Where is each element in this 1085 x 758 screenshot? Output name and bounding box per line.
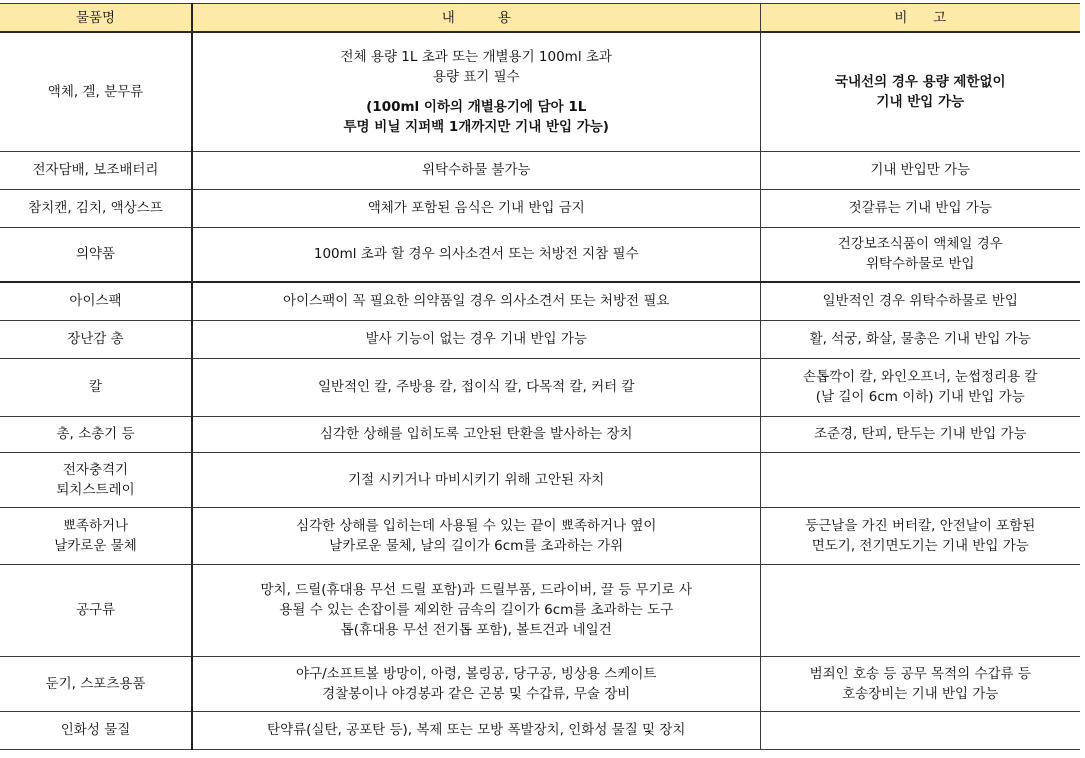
header-content: [192, 4, 760, 33]
item-cell: [0, 416, 192, 452]
item-cell: [0, 189, 192, 227]
item-cell: [0, 227, 192, 282]
table-row: [0, 151, 1080, 189]
text-line: 총, 소총기 등: [56, 426, 135, 442]
content-cell: [192, 189, 760, 227]
table-row: [0, 358, 1080, 416]
note-cell: [760, 564, 1080, 656]
note-cell: [760, 416, 1080, 452]
text-line: 공구류: [75, 602, 116, 618]
content-cell: [192, 282, 760, 320]
text-line: 퇴치스트레이: [56, 481, 135, 498]
item-cell: [0, 282, 192, 320]
text-line: 면도기, 전기면도기는 기내 반입 가능: [811, 537, 1029, 554]
text-line: 아이스팩이 꼭 필요한 의약품일 경우 의사소견서 또는 처방전 필요: [283, 293, 670, 310]
item-cell: [0, 32, 192, 151]
content-cell: [192, 320, 760, 358]
text-line: 용될 수 있는 손잡이를 제외한 금속의 길이가 6cm를 초과하는 도구: [279, 602, 674, 618]
header-item: 물품명: [0, 4, 192, 33]
content-cell: [192, 32, 760, 151]
text-line: 기내 반입만 가능: [870, 162, 971, 178]
text-line: 용량 표기 필수: [432, 68, 520, 85]
note-cell: [760, 189, 1080, 227]
content-cell: [192, 507, 760, 564]
text-line: (100ml 이하의 개별용기에 담아 1L: [366, 98, 587, 115]
content-cell: [192, 358, 760, 416]
text-line: 젓갈류는 기내 반입 가능: [848, 200, 992, 216]
carry-on-rules-table: [0, 3, 1080, 750]
item-cell: [0, 656, 192, 711]
header-row: [0, 4, 1080, 33]
text-line: 심각한 상해를 입히는데 사용될 수 있는 끝이 뾰족하거나 옆이: [296, 517, 657, 534]
text-line: (날 길이 6cm 이하) 기내 반입 가능: [815, 389, 1025, 405]
text-line: 투명 비닐 지퍼백 1개까지만 기내 반입 가능): [343, 118, 609, 135]
item-cell: [0, 507, 192, 564]
text-line: 둔기, 스포츠용품: [45, 675, 146, 692]
text-line: 장난감 총: [67, 331, 124, 347]
text-line: 조준경, 탄피, 탄두는 기내 반입 가능: [813, 426, 1027, 442]
text-line: 의약품: [75, 246, 116, 263]
header-content-label: 내 용: [441, 9, 511, 26]
text-line: 액체가 포함된 음식은 기내 반입 금지: [367, 200, 585, 216]
text-line: 기절 시키거나 마비시키기 위해 고안된 자치: [348, 471, 605, 488]
text-line: 호송장비는 기내 반입 가능: [842, 685, 999, 702]
item-cell: [0, 358, 192, 416]
content-cell: [192, 452, 760, 507]
table-row: [0, 711, 1080, 749]
table-row: [0, 656, 1080, 711]
text-line: 인화성 물질: [60, 722, 131, 738]
content-cell: [192, 564, 760, 656]
text-line: 위탁수하물로 반입: [865, 256, 975, 273]
table-row: [0, 452, 1080, 507]
item-cell: [0, 452, 192, 507]
text-line: 칼: [88, 379, 103, 395]
table-row: [0, 189, 1080, 227]
text-line: 날카로운 물체, 날의 길이가 6cm를 초과하는 가위: [329, 537, 624, 554]
text-line: 위탁수하물 불가능: [421, 162, 531, 178]
text-line: 망치, 드릴(휴대용 무선 드릴 포함)과 드릴부품, 드라이버, 끌 등 무기로 사: [260, 582, 692, 598]
note-cell: [760, 320, 1080, 358]
note-cell: [760, 151, 1080, 189]
content-cell: [192, 151, 760, 189]
text-line: 일반적인 경우 위탁수하물로 반입: [822, 293, 1018, 310]
item-cell: [0, 564, 192, 656]
note-cell: [760, 711, 1080, 749]
note-cell: [760, 282, 1080, 320]
text-line: 아이스팩: [69, 293, 122, 310]
note-cell: [760, 227, 1080, 282]
text-line: 전체 용량 1L 초과 또는 개별용기 100ml 초과: [340, 48, 612, 65]
note-cell: [760, 32, 1080, 151]
text-line: 일반적인 칼, 주방용 칼, 접이식 칼, 다목적 칼, 커터 칼: [317, 379, 635, 395]
text-line: 심각한 상해를 입히도록 고안된 탄환을 발사하는 장치: [319, 426, 633, 442]
table-row: [0, 282, 1080, 320]
text-line: 전자담배, 보조배터리: [32, 162, 159, 178]
text-line: 100ml 초과 할 경우 의사소견서 또는 처방전 지참 필수: [313, 246, 639, 263]
table-row: [0, 507, 1080, 564]
text-line: 탄약류(실탄, 공포탄 등), 복제 또는 모방 폭발장치, 인화성 물질 및 장치: [267, 722, 686, 738]
note-cell: [760, 358, 1080, 416]
text-line: 참치캔, 김치, 액상스프: [28, 200, 163, 216]
text-line: 액체, 겔, 분무류: [47, 83, 144, 100]
table-row: [0, 416, 1080, 452]
text-line: 날카로운 물체: [54, 537, 137, 554]
spacer: [199, 87, 754, 97]
note-cell: [760, 656, 1080, 711]
text-line: 전자충격기: [62, 461, 129, 478]
item-cell: [0, 320, 192, 358]
text-line: 발사 기능이 없는 경우 기내 반입 가능: [365, 331, 587, 347]
text-line: 경찰봉이나 야경봉과 같은 곤봉 및 수갑류, 무술 장비: [322, 685, 631, 702]
note-cell: [760, 507, 1080, 564]
header-note-label: 비 고: [894, 9, 947, 26]
note-cell: [760, 452, 1080, 507]
text-line: 활, 석궁, 화살, 물총은 기내 반입 가능: [809, 331, 1031, 347]
text-line: 뾰족하거나: [62, 517, 129, 534]
header-note: [760, 4, 1080, 33]
text-line: 기내 반입 가능: [876, 93, 965, 110]
content-cell: [192, 416, 760, 452]
item-cell: [0, 151, 192, 189]
item-cell: [0, 711, 192, 749]
text-line: 손톱깍이 칼, 와인오프너, 눈썹정리용 칼: [803, 369, 1038, 385]
table-row: [0, 564, 1080, 656]
text-line: 톱(휴대용 무선 전기톱 포함), 볼트건과 네일건: [340, 622, 612, 638]
content-cell: [192, 711, 760, 749]
text-line: 둥근날을 가진 버터칼, 안전날이 포함된: [805, 517, 1036, 534]
text-line: 국내선의 경우 용량 제한없이: [834, 73, 1006, 90]
text-line: 건강보조식품이 액체일 경우: [837, 236, 1003, 253]
content-cell: [192, 227, 760, 282]
content-cell: [192, 656, 760, 711]
table-row: [0, 32, 1080, 151]
text-line: 야구/소프트볼 방망이, 아령, 볼링공, 당구공, 빙상용 스케이트: [296, 665, 657, 682]
table-row: [0, 227, 1080, 282]
table-row: [0, 320, 1080, 358]
text-line: 범죄인 호송 등 공무 목적의 수갑류 등: [809, 665, 1031, 682]
